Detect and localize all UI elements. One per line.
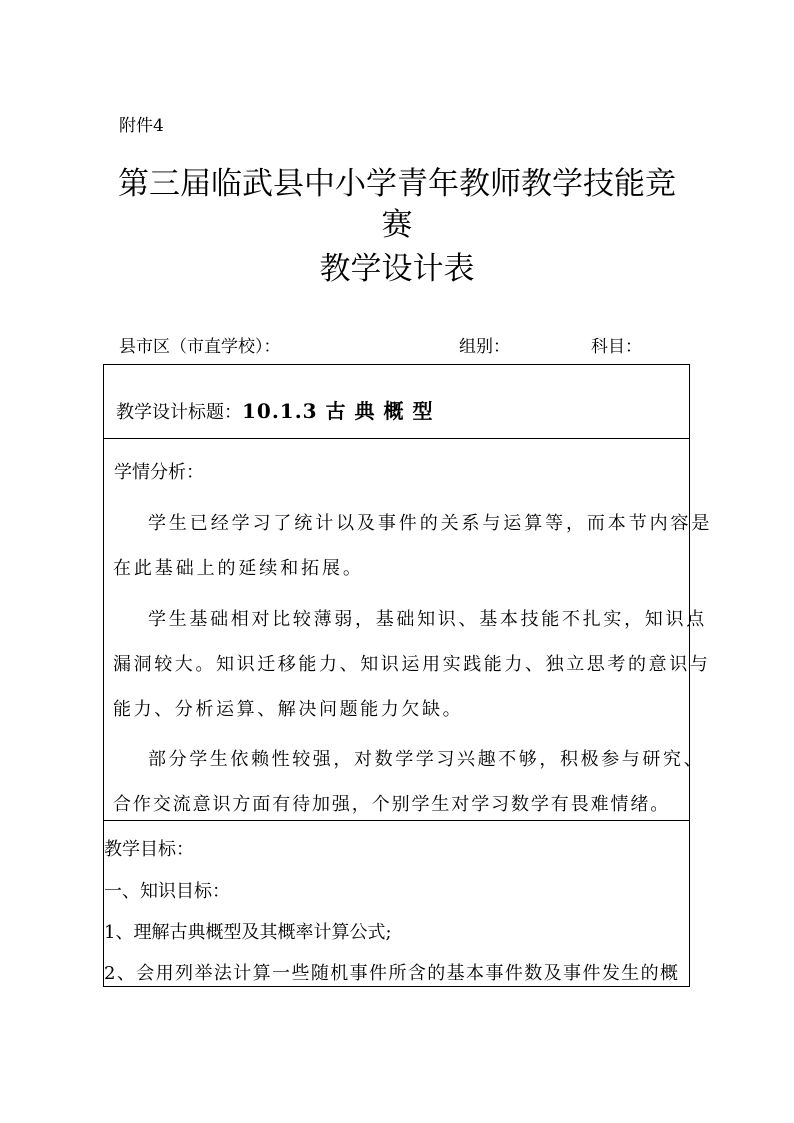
analysis-paragraph-line: 在此基础上的延续和拓展。 [113, 558, 364, 579]
county-field-label: 县市区（市直学校）： [119, 337, 281, 357]
goals-item: 一、知识目标： [104, 881, 230, 902]
page-title-line-2: 赛 [381, 207, 413, 243]
analysis-paragraph-line: 合作交流意识方面有待加强，个别学生对学习数学有畏难情绪。 [113, 794, 671, 815]
page-subtitle: 教学设计表 [319, 251, 475, 287]
analysis-paragraph-line: 漏洞较大。知识迁移能力、知识运用实践能力、独立思考的意识与 [113, 654, 711, 675]
analysis-paragraph-line: 能力、分析运算、解决问题能力欠缺。 [113, 699, 464, 720]
teaching-goals-row [104, 820, 689, 988]
design-title-label: 教学设计标题： [116, 402, 242, 423]
attachment-label: 附件4 [119, 116, 164, 136]
teaching-goals-label: 教学目标： [104, 839, 194, 860]
goals-item: 1、理解古典概型及其概率计算公式; [104, 922, 392, 943]
learning-analysis-label: 学情分析： [114, 462, 204, 483]
design-title [116, 395, 433, 424]
design-title-row [104, 365, 689, 439]
subject-field-label: 科目： [591, 337, 642, 357]
page-title-line-1: 第三届临武县中小学青年教师教学技能竞 [118, 166, 676, 202]
goals-item: 2、会用列举法计算一些随机事件所含的基本事件数及事件发生的概 [104, 963, 680, 984]
group-field-label: 组别： [459, 337, 510, 357]
analysis-paragraph-line: 部分学生依赖性较强，对数学学习兴趣不够，积极参与研究、 [148, 749, 705, 770]
analysis-paragraph-line: 学生基础相对比较薄弱，基础知识、基本技能不扎实，知识点 [148, 609, 707, 630]
analysis-paragraph-line: 学生已经学习了统计以及事件的关系与运算等，而本节内容是 [148, 513, 713, 534]
design-title-value: 10.1.3 古 典 概 型 [242, 399, 434, 423]
